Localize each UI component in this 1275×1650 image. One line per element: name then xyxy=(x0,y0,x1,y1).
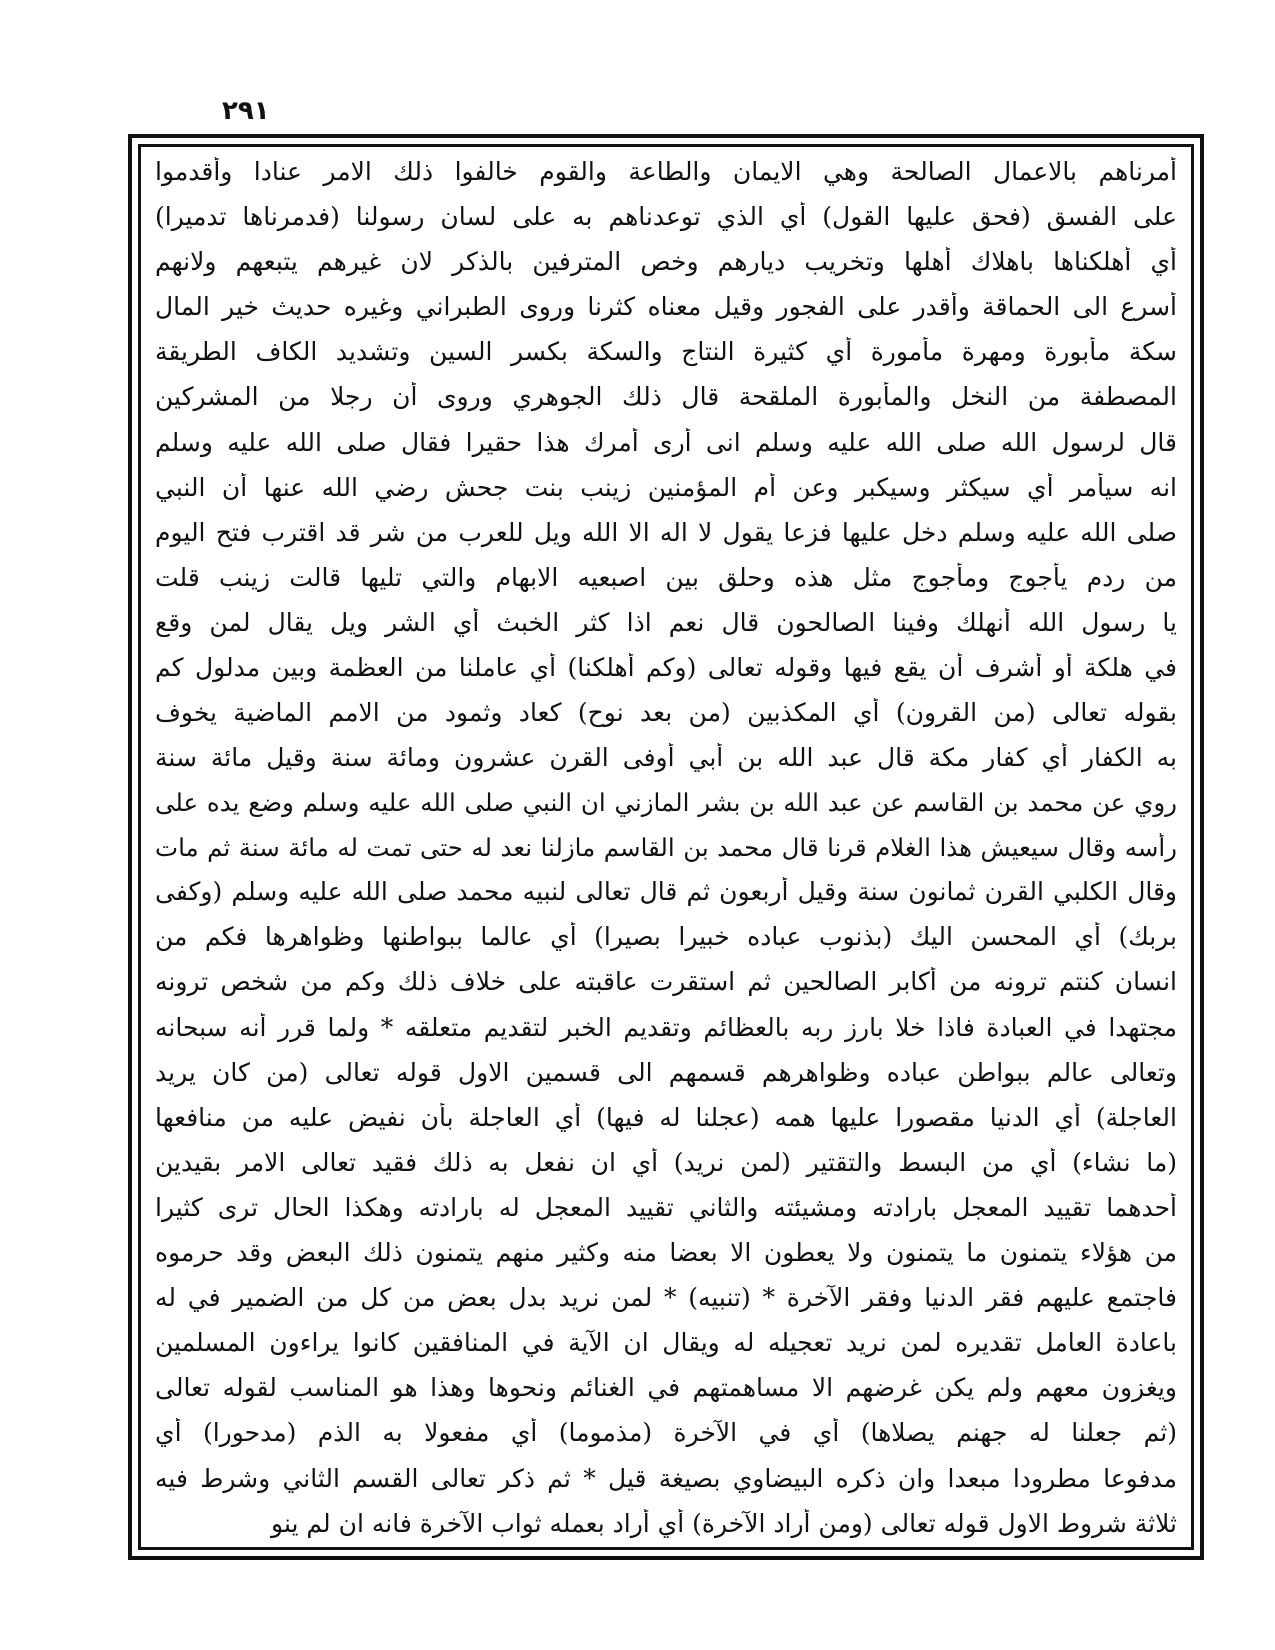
text-line: من ردم يأجوج ومأجوج مثل هذه وحلق بين اصبعيه الابهام والتي تليها قالت زينب قلت xyxy=(155,562,1177,592)
text-line: بقوله تعالى (من القرون) أي المكذبين (من بعد نوح) كعاد وثمود من الامم الماضية يخوف xyxy=(155,698,1177,728)
text-line: روي عن محمد بن القاسم عن عبد الله بن بشر المازني ان النبي صلى الله عليه وسلم وضع يده على xyxy=(155,788,1177,818)
text-body xyxy=(155,157,1177,1539)
text-line: انه سيأمر أي سيكثر وسيكبر وعن أم المؤمنين زينب بنت جحش رضي الله عنها أن النبي xyxy=(155,472,1177,502)
text-line: أحدهما تقييد المعجل بارادته ومشيئته والثاني تقييد المعجل له بارادته وهكذا الحال ترى كثيرا xyxy=(155,1192,1177,1222)
text-line: ويغزون معهم ولم يكن غرضهم الا مساهمتهم في الغنائم ونحوها وهذا هو المناسب لقوله تعالى xyxy=(155,1373,1177,1403)
text-line: صلى الله عليه وسلم دخل عليها فزعا يقول لا اله الا الله ويل للعرب من شر قد اقترب فتح اليوم xyxy=(155,517,1177,547)
text-line: ثلاثة شروط الاول قوله تعالى (ومن أراد الآخرة) أي أراد بعمله ثواب الآخرة فانه ان لم ينو xyxy=(271,1508,1177,1538)
text-line: أي أهلكناها باهلاك أهلها وتخريب ديارهم وخص المترفين بالذكر لان غيرهم يتبعهم ولانهم xyxy=(155,247,1177,277)
text-line: به الكفار أي كفار مكة قال عبد الله بن أبي أوفى القرن عشرون ومائة سنة وقيل مائة سنة xyxy=(155,743,1177,773)
text-line: (ثم جعلنا له جهنم يصلاها) أي في الآخرة (مذموما) أي مفعولا به الذم (مدحورا) أي xyxy=(155,1418,1177,1448)
text-line: باعادة العامل تقديره لمن نريد تعجيله له ويقال ان الآية في المنافقين كانوا يراءون المسلمين xyxy=(155,1328,1177,1358)
text-line: يا رسول الله أنهلك وفينا الصالحون قال نعم اذا كثر الخبث أي الشر ويل يقال لمن وقع xyxy=(155,607,1177,637)
text-line: على الفسق (فحق عليها القول) أي الذي توعدناهم به على لسان رسولنا (فدمرناها تدميرا) xyxy=(155,202,1177,232)
text-line: في هلكة أو أشرف أن يقع فيها وقوله تعالى (وكم أهلكنا) أي عاملنا من العظمة وبين مدلول كم xyxy=(155,653,1177,683)
text-line: أسرع الى الحماقة وأقدر على الفجور وقيل معناه كثرنا وروى الطبراني وغيره حديث خير المال xyxy=(155,292,1177,322)
text-line: (ما نشاء) أي من البسط والتقتير (لمن نريد) أي ان نفعل به ذلك فقيد تعالى الامر بقيدين xyxy=(155,1147,1177,1177)
text-line: قال لرسول الله صلى الله عليه وسلم انى أرى أمرك هذا حقيرا فقال صلى الله عليه وسلم xyxy=(155,427,1177,457)
text-line: مجتهدا في العبادة فاذا خلا بارز ربه بالعظائم وتقديم الخبر لتقديم متعلقه * ولما قرر أنه سبحانه xyxy=(155,1012,1177,1042)
text-line: وتعالى عالم ببواطن عباده وظواهرهم قسمهم الى قسمين الاول قوله تعالى (من كان يريد xyxy=(155,1057,1177,1087)
page-number: ٢٩١ xyxy=(222,96,270,126)
text-line: سكة مأبورة ومهرة مأمورة أي كثيرة النتاج والسكة بكسر السين وتشديد الكاف الطريقة xyxy=(155,337,1177,367)
text-line: المصطفة من النخل والمأبورة الملقحة قال ذلك الجوهري وروى أن رجلا من المشركين xyxy=(155,382,1177,412)
page-frame xyxy=(138,144,1194,1550)
text-line: أمرناهم بالاعمال الصالحة وهي الايمان والطاعة والقوم خالفوا ذلك الامر عنادا وأقدموا xyxy=(155,157,1177,186)
text-line: رأسه وقال سيعيش هذا الغلام قرنا قال محمد بن القاسم مازلنا نعد له حتى تمت له مائة سنة ثم مات xyxy=(155,832,1177,862)
text-line: العاجلة) أي الدنيا مقصورا عليها همه (عجلنا له فيها) أي العاجلة بأن نفيض عليه من منافعها xyxy=(155,1102,1177,1132)
text-line: مدفوعا مطرودا مبعدا وان ذكره البيضاوي بصيغة قيل * ثم ذكر تعالى القسم الثاني وشرط فيه xyxy=(155,1463,1177,1493)
text-line: انسان كنتم ترونه من أكابر الصالحين ثم استقرت عاقبته على خلاف ذلك وكم من شخص ترونه xyxy=(155,967,1177,997)
text-line: فاجتمع عليهم فقر الدنيا وفقر الآخرة * (تنبيه) * لمن نريد بدل بعض من كل من الضمير في له xyxy=(155,1283,1177,1313)
text-line: بربك) أي المحسن اليك (بذنوب عباده خبيرا بصيرا) أي عالما ببواطنها وظواهرها فكم من xyxy=(155,922,1177,952)
text-line: وقال الكلبي القرن ثمانون سنة وقيل أربعون ثم قال تعالى لنبيه محمد صلى الله عليه وسلم (وكفى xyxy=(155,877,1177,907)
text-line: من هؤلاء يتمنون ما يتمنون ولا يعطون الا بعضا منه وكثير منهم يتمنون ذلك البعض وقد حرموه xyxy=(155,1238,1177,1268)
